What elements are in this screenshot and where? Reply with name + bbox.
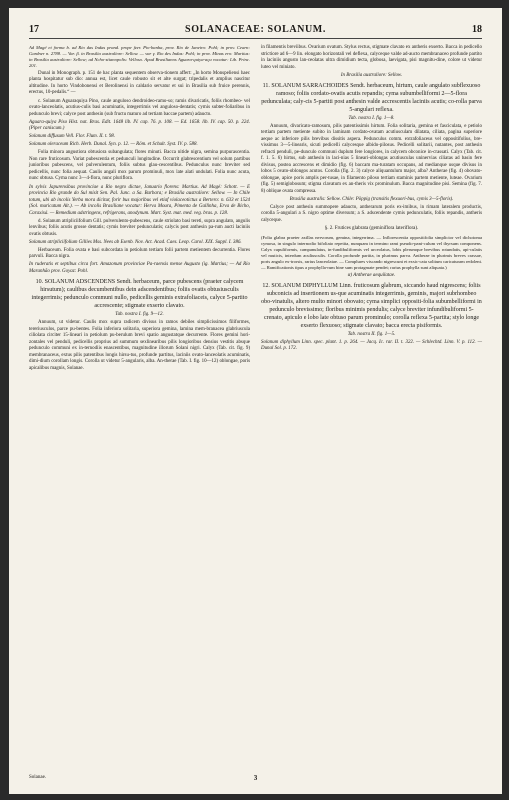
paragraph: In sylvis Japurensibus provinciae a Rio negro dictae, Januario florens: Martius. Ad Magé: Schott. — E provincia Rio grande do Sul misit Sen. Pal. Junc. a Sa. Barbara; e Brasilia australiore: Sellow. — In Chile totum, ubi ab incolis Yerba mora dicitur, forir bus majoribus vel etiaf violaceotictus a Bertero: n. 633 et 1524 (Sol. muricatum Alt.). — Ab incolis Brasiliane vocatur: Herva Moura, Pimenta de Gallinha, Erva de Bicho, Caraxixá. — Remedium adstringens, refrigerans, anodynum. Mart. Syst. mat. med. veg. bras. p. 128. (29, 184, 250, 216)
paragraph: c. Solanum Aguaraquiya Pino, caule angulosο dendroideo-ramo-so; ramis divaricatis, foliis rhombeo- vel ovato-lanceolatis, acutius-culis basi acuminatis, integerrimis vel anguloso-dentatis; cymis subter-foliaribus in pedunculo brevi; calyce post anthesin (sub fructu maturo ad tertiam baccae partem) adaucto. (29, 98, 250, 117)
paragraph: Solanum diffusum Vell. Flor. Flum. II. t. 98. (29, 134, 115, 140)
book-page (9, 8, 502, 794)
header-rule (29, 38, 482, 39)
paragraph: Herbaceum. Folia ovata e basi subcordata in petiolum tertiam folii partem metientem decurrentia. Flores parvuli. Bacca nigra. (29, 247, 250, 260)
paragraph: d. Solanum atripliciifolium Gill. pulverulento-pubescens, caule striolato basi tereti, supra angulato, angulis lenvibus; foliis acutis grosse dentatis; cymis breviter pedunculatis; calycis post anthesin pa-rum aucti laciniis ovatis obtusis. (29, 218, 250, 237)
paragraph: Solanum diphyllum Linn. spec. plant. 1. p. 264. — Jacq. Ic. rar. II. t. 322. — Schlechtd. Linn. V. p. 112. — Dunal Sol. p. 172. (261, 339, 482, 352)
paragraph: 10. SOLANUM ADSCENDENS Sendt. herbaceum, parce pubescens (praeter calycem hirsutum); caulibus decumbentibus dein adscendentibus; foliis ovatis obtusiusculis integerrimis; pedunculo communi nullo, pedicellis geminis extrafoliaceis, calyce 5-partito accrescente; stigmate exserto clavato. (31, 279, 248, 310)
paragraph: Annuum, divaricato-ramosum, pilis patentissimis hirtum. Folia solitaria, gemina et fasciculata, e petiolo tertiam partem metiente subito in laminam cordato-ovatam acutiusculam dilatata, ciliata, pagina superiore aeque ac inferiore pilis brevibus dissitis aspera. Pedunculus comm. extrafoliaceus vel oppositifolius, bre-vissimus 3—5-linearis, sicuti pedicelli calycesque albido-pilosus. Pedicelli solitarii, nutantes, post anthesin refracti penduli, pe-dunculo communi duplum fere longiores, in calycem obconice in-crassati. Calyx (Tab. cit. f. 1. 5. 6) hirtus, sub anthesin in laci-nias 5 lineari-oblongas acutiusculas uninervias ciliatas ad basin fere divisus, postea accrescens et dimidio (fig. 6) baccam ma-turatam occupans, ad medianque usque divisus in lobos 5 ovato-oblongos acutos. Corolla (fig. 2. 3) calyce aliquantulum major, alba? Antherae (fig. 4) obovato-oblongae, apice poris amplis per-tusae, in filamento piloso tertiam staminis partem metiente, luteae. Ovarium (fig. 5) semiglobosum; stigma clavatum ex an-theris vix prominulum. Bacca magnitudine pisi. Semina (fig. 7. 8) oblique ovata compressa. (261, 123, 482, 194)
paragraph: Annuum, ut videtur. Caulis mox supra radicem divisus in ramos debiles simplicissimos filiformes, tereriusculos, parce pu-bentes. Folia inferiora solitaria, superiora gemina, lamina mem-branacea glabriuscula ciliolata circiter 15-lineari in petiolum pu-berulum brevi spatio angustatque decurrente. Flores gemini hori-zontales vel penduli, pedicellis proprius ad summum sexlinearibus pilis longioribus densius vestitis absque pedunculo communi ex in-ternodiis enascentibus, magnitudine illorum Solani nigri. Calyx (Tab. cit. fig. 9) membranaceus, extus pilis patentibus longis hirsu-tus, profunde partitus, laciniis ovato-lanceolatis acuminatis, dimi-dium corollam longis. Corolla ut videtur 5-angularis, alba. An-therae (Tab. I. fig. 10—12) oblongae, poris apicalibus magnis, Solanae. (29, 320, 250, 371)
page-number-right: 18 (472, 24, 482, 35)
signature-mark: Solanae. (29, 775, 47, 780)
paragraph: Solanum atripliciifolium Gillies Mss. Nees ab Esenb. Nov. Act. Acad. Caes. Leop. Carol. XIX. Suppl. I. 386. (29, 239, 242, 245)
paragraph: 12. SOLANUM DIPHYLLUM Linn. fruticosum glabrum, siccando haud nigrescens; foliis subconicis ad insertionem us-que acuminatis integerrimis, geminis, majori subrhombeo obo-vinatulis, altero multo minori obovato; cyma simplici oppositi-folia subumbelliformi in pedunculo brevissimo; floribus minimis pendulis; calyce breviter infundibuliformi 5-crenato, apiculo e lobo late obtuso parum prominulo; corolla reflexa 5-partita; stylo longe exserto flexuoso; stigmate clavato; bacca erecta pisiformis. (261, 283, 482, 330)
paragraph: In Brasilia australiore: Sellow. (340, 72, 403, 78)
page-number-left: 17 (29, 24, 39, 35)
left-column (29, 45, 250, 372)
running-title: SOLANACEAE: SOLANUM. (185, 24, 326, 35)
paragraph: Tab. nostra I. fig. 1—8. (348, 115, 395, 121)
paragraph: Aguara-quiya Piso Hist. nat. Bras. Edit. 1648 lib. IV. cap. 76. p. 108. — Ed. 1658. lib. IV. cap. 50. p. 224. (Piper caniscum.) (29, 119, 250, 132)
paragraph: Brasilia australis: Sellow. Chile: Pöppig (transitis flexuori-bus, cymis 3—5-floris). (289, 196, 454, 202)
sheet-number: 3 (253, 774, 258, 782)
paragraph: Solanum oleraceum Rich. Herb. Dunal. Syn. p. 12. — Röm. et Schult. Syst. IV. p. 588. (29, 142, 198, 148)
paragraph: Folia minora angustiora obtusiora subangulata; flores minuti. Bacca nitide nigra, semina purpurascentia. Non rare fruticosum. Variat pubescentia et pedunculi longitudine. Occurrit glabrescentium vel solum partibus junioribus pubescens, vel pulverulentum, foliis subtus glau-cescentibus. Pedunculus nunc breviter sed pedicellis, nunc folia aequat. Caulis angali mox parum prominuli, mox late alati undulati. Folia nunc acuta, nunc obtusa. Cyma nunc 3—4-flora, nunc pluriflora. (29, 150, 250, 182)
paragraph: (Folia glabra praeter axillas nervorum, gemina, integerrima. — Inflorescentia oppositifolia simplicior vel dichotoma cymosa, in singulo internodio bifoliato repetita, nunquam in termino rami pseudo-pani-culum vel thyrsum componens. Calyx cupuliformis, campanulatus, in-fundibuliformis vel urceolatus, lobis plerumque brevibus rotundatis, api-culatis vel muticis, interdum aculiusculis. Corolla profunde partita, in plurimus parva. Antherae in plurimis breves crassae, poris angulo ex-trorsis, rarius lanceolatae. — Complures viscando nigrescunt et exsic-cata solitum caricaturam redolent. — Ramificationis tipus a prophylla-rum bine sum protagmate pendet; rarius prophylla sunt aliquata.) (261, 234, 482, 271)
paragraph: In ruderatis et septibus circa fort. Amazonum provinciae Pa-raensis mense Augusto (ig. Martius; — Ad Rio Maranhão prov. Goyaz: Pohl. (29, 262, 250, 274)
page-header (29, 24, 482, 38)
paragraph: Tab. nostra I. fig. 9—12. (115, 312, 164, 317)
paragraph: Dunal in Monograph. p. 151 de hac planta sequentem observa-tionem affert: „In horto Monspeliensi haec planta hospitatur sub dio: annua est, licet caule robusto sit et alte surgat; tripedalis et amplius nascitur altitudine. In horto Vindobonensi et Berolinensi in caldario servatur et sui in Brasilia sub fruice perennis, erectus, 10-pedalis.“ — (29, 70, 250, 96)
right-column (261, 45, 482, 353)
paragraph: in filamentis breviibus. Ovarium ovatum. Stylus rectus, stigmate clavato ex antheris exserto. Bacca in pedicello strictiore ad 6—9 lin. elongato horizontali vel deflexa, calyceque valde ad-aucto membranaceo profunde partito in laciniis angusto lan-ceolatas ultra dimidium tecta, globosa, laevigata, pisi magnitu-dine, colore ut videtur luteo vel miniato. (261, 45, 482, 70)
paragraph: Tab. nostra II. fig. 1—5. (347, 331, 396, 337)
paragraph: §. 2. Frutices glabrata (geminiflora lateriflora). (324, 226, 419, 232)
paragraph: 11. SOLANUM SARRACHOIDES Sendt. herbaceum, hirtum, caule angulato subflexuoso ramoso; foliis cordato-ovatis acutis repandis; cyma subumbelliformi 2—5-flora pedunculata; caly-cis 5-partiti post anthesin valde accrescentis laciniis acutis; co-rolla parva 5-angulari reflexa. (261, 83, 482, 114)
paragraph: α) Antherae aequilatae. (347, 272, 396, 278)
paragraph: Calyce post anthesin summopere adaucto, antherarum poris ex-imibus, in rimam lateralem productis, corolla 5-angulari a S. nigro optime diversum; a S. adscendente cymis pedunculatis, foliis repandis, antheris calyceque. (261, 204, 482, 223)
paragraph: Ad Magé et forma b. ad Rio das Indas prand. prope fzer. Pio-banha, prov. Rio de Janeiro: Pohl; in prov. Cearn: Gardner n. 2788. — Var. β. in Brasilia australiore: Sellow. — var γ. Rio des Indas: Pohl; in prov. Minas ero: Martius: in Brasilia australiore: Sellow; ad Ncho-stianopolis: Velloso. Apud Brasilianos Aguara-quiya-açu vocatur: Lib. Princ. 201. (29, 45, 250, 69)
